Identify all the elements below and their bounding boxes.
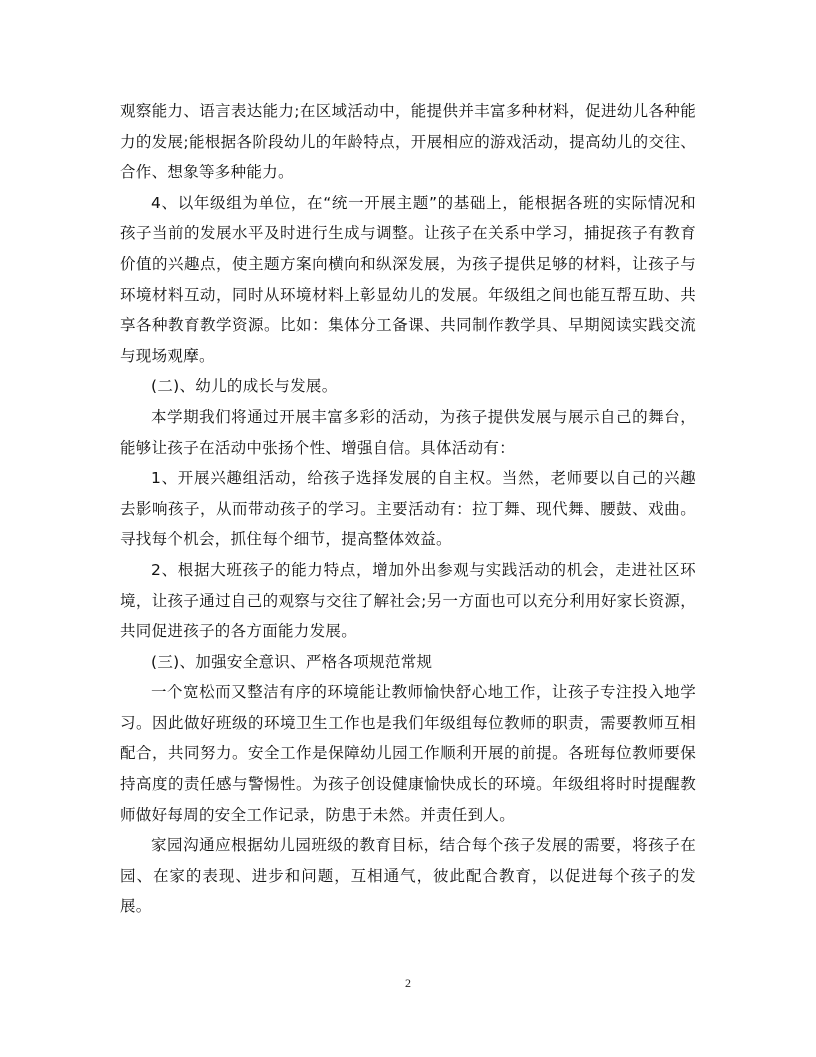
paragraph-intro-activities: 本学期我们将通过开展丰富多彩的活动，为孩子提供发展与展示自己的舞台，能够让孩子在活动中张扬个性、增强自信。具体活动有： bbox=[120, 407, 696, 457]
paragraph-home-school: 家园沟通应根据幼儿园班级的教育目标，结合每个孩子发展的需要，将孩子在园、在家的表现、进步和问题，互相通气，彼此配合教育，以促进每个孩子的发展。 bbox=[120, 836, 696, 916]
paragraph-item-1: 1、开展兴趣组活动，给孩子选择发展的自主权。当然，老师要以自己的兴趣去影响孩子，从而带动孩子的学习。主要活动有：拉丁舞、现代舞、腰鼓、戏曲。寻找每个机会，抓住每个细节，提高整体效益。 bbox=[120, 469, 696, 549]
paragraph-item-2: 2、根据大班孩子的能力特点，增加外出参观与实践活动的机会，走进社区环境，让孩子通过自己的观察与交往了解社会;另一方面也可以充分利用好家长资源，共同促进孩子的各方面能力发展。 bbox=[120, 560, 696, 641]
section-heading-2: (二)、幼儿的成长与发展。 bbox=[151, 377, 338, 396]
paragraph-continuation: 观察能力、语言表达能力;在区域活动中，能提供并丰富多种材料，促进幼儿各种能力的发展;能根据各阶段幼儿的年龄特点，开展相应的游戏活动，提高幼儿的交往、合作、想象等多种能力。 bbox=[120, 102, 696, 182]
paragraph-item-4: 4、以年级组为单位，在“统一开展主题”的基础上，能根据各班的实际情况和孩子当前的发展水平及时进行生成与调整。让孩子在关系中学习，捕捉孩子有教育价值的兴趣点，使主题方案向横向和纵深发展，为孩子提供足够的材料，让孩子与环境材料互动，同时从环境材料上彰显幼儿的发展。年级组之间也能互帮互助、共享各种教育教学资源。比如：集体分工备课、共同制作教学具、早期阅读实践交流与现场观摩。 bbox=[120, 193, 696, 365]
page-number: 2 bbox=[405, 976, 411, 990]
paragraph-safety: 一个宽松而又整洁有序的环境能让教师愉快舒心地工作，让孩子专注投入地学习。因此做好班级的环境卫生工作也是我们年级组每位教师的职责，需要教师互相配合，共同努力。安全工作是保障幼儿园工作顺利开展的前提。各班每位教师要保持高度的责任感与警惕性。为孩子创设健康愉快成长的环境。年级组将时时提醒教师做好每周的安全工作记录，防患于未然。并责任到人。 bbox=[120, 683, 696, 824]
section-heading-3: (三)、加强安全意识、严格各项规范常规 bbox=[151, 652, 433, 671]
document-body bbox=[120, 96, 696, 922]
